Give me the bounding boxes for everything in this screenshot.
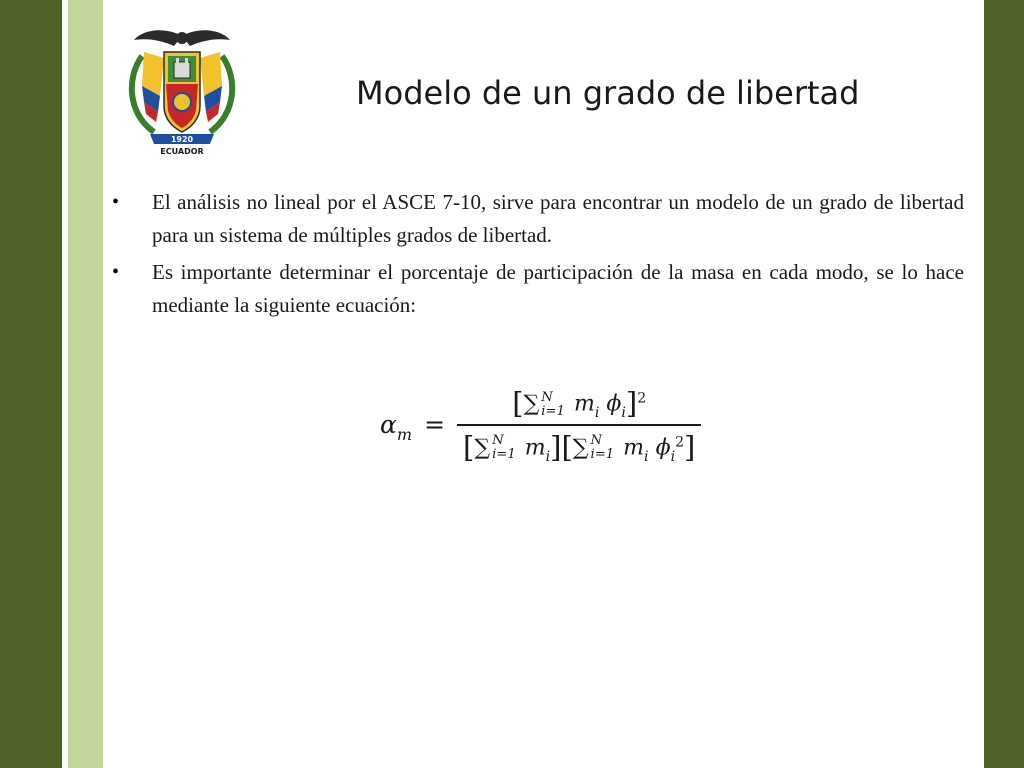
equation-fraction <box>457 386 701 464</box>
sun-emblem-icon <box>173 93 191 111</box>
equation-lhs: $\alpha_m$ <box>380 410 413 445</box>
condor-head <box>176 32 188 44</box>
bullet-item <box>112 256 964 322</box>
right-dark-stripe <box>984 0 1024 768</box>
equals-sign: = <box>424 410 446 440</box>
left-light-stripe <box>68 0 103 768</box>
mass-participation-equation <box>380 386 701 464</box>
castle-tower-right <box>185 58 188 63</box>
bullet-item <box>112 186 964 252</box>
condor-left-wing <box>134 30 182 46</box>
bullet-marker: • <box>112 261 120 283</box>
equation-denominator: [∑ N i=1 $m_i][\sum$ N i=1 $m_i$ $\phi_i^2$] <box>463 429 696 465</box>
logo-label: ECUADOR <box>160 147 204 156</box>
bullet-text: El análisis no lineal por el ASCE 7-10, sirve para encontrar un modelo de un grado de libertad para un sistema de múltiples grados de libertad. <box>152 190 964 247</box>
bullet-marker: • <box>112 191 120 213</box>
left-dark-stripe <box>0 0 62 768</box>
bullet-text: Es importante determinar el porcentaje de participación de la masa en cada modo, se lo hace mediante la siguiente ecuación: <box>152 260 964 317</box>
condor-right-wing <box>182 30 230 46</box>
castle-tower-left <box>176 58 179 63</box>
equation-numerator: [∑ N i=1 $m_i$ $\phi_i]^2$ <box>512 386 647 422</box>
slide-title: Modelo de un grado de libertad <box>356 74 860 112</box>
castle-icon <box>174 62 190 78</box>
logo-year: 1920 <box>170 135 194 144</box>
ecuador-coat-of-arms-logo <box>120 22 244 158</box>
